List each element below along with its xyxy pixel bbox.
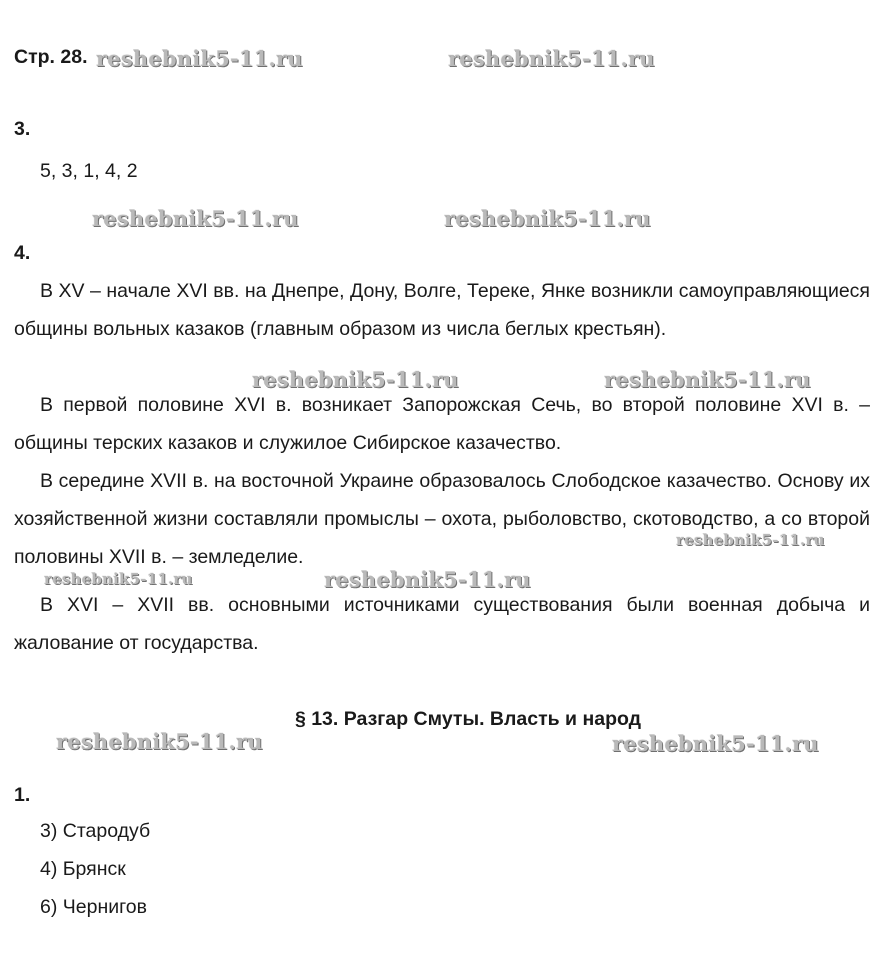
task-1-item-1: 3) Стародуб	[40, 820, 151, 842]
watermark: reshebnik5-11.ru	[444, 206, 651, 231]
watermark: reshebnik5-11.ru	[56, 729, 263, 754]
watermark: reshebnik5-11.ru	[92, 206, 299, 231]
task-4-paragraph-4: В XVI – XVII вв. основными источниками существования были военная добыча и жалование от государства.	[14, 594, 870, 654]
task-4-paragraph-3: В середине XVII в. на восточной Украине образовалось Слободское казачество. Основу их хозяйственной жизни составляли промыслы – охота, рыболовство, скотоводство, а со второй половины XVII в. – земледелие.	[14, 470, 870, 568]
task-3-answer: 5, 3, 1, 4, 2	[40, 160, 138, 182]
section-title: § 13. Разгар Смуты. Власть и народ	[294, 708, 642, 730]
task-4-paragraph-2: В первой половине XVI в. возникает Запорожская Сечь, во второй половине XVI в. – общины терских казаков и служилое Сибирское казачество.	[14, 394, 870, 454]
watermark: reshebnik5-11.ru	[612, 731, 819, 756]
watermark: reshebnik5-11.ru	[676, 531, 825, 549]
watermark: reshebnik5-11.ru	[324, 567, 531, 592]
task-1-number: 1.	[14, 784, 31, 806]
task-4-paragraph-1: В XV – начале XVI вв. на Днепре, Дону, Волге, Тереке, Янке возникли самоуправляющиеся общины вольных казаков (главным образом из числа беглых крестьян).	[14, 280, 870, 340]
task-3-number: 3.	[14, 118, 31, 140]
watermark: reshebnik5-11.ru	[96, 46, 303, 71]
watermark: reshebnik5-11.ru	[448, 46, 655, 71]
task-1-item-2: 4) Брянск	[40, 858, 126, 880]
page-header: Стр. 28.	[14, 46, 88, 68]
watermark: reshebnik5-11.ru	[604, 367, 811, 392]
task-4-number: 4.	[14, 242, 31, 264]
watermark: reshebnik5-11.ru	[44, 570, 193, 588]
watermark: reshebnik5-11.ru	[252, 367, 459, 392]
task-1-item-3: 6) Чернигов	[40, 896, 147, 918]
